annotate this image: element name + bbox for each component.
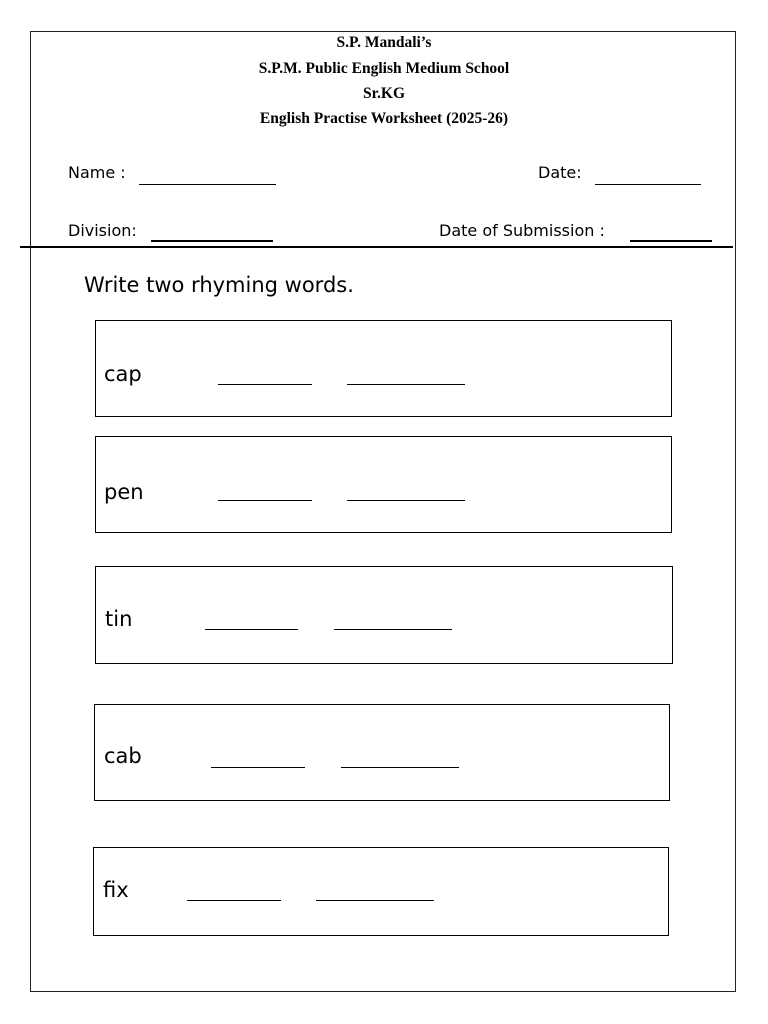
rhyme-item-box <box>95 436 672 533</box>
division-blank[interactable] <box>151 240 273 242</box>
rhyme-item-box <box>95 320 672 417</box>
submission-label: Date of Submission : <box>439 221 605 240</box>
rhyme-blank-1[interactable] <box>218 500 312 501</box>
rhyme-blank-1[interactable] <box>211 767 305 768</box>
rhyme-blank-2[interactable] <box>334 629 452 630</box>
rhyme-item-box <box>94 704 670 801</box>
rhyme-item-box <box>95 566 673 664</box>
rhyme-blank-1[interactable] <box>218 384 312 385</box>
school-name: S.P.M. Public English Medium School <box>258 60 510 77</box>
society-name: S.P. Mandali’s <box>336 34 432 51</box>
header-divider <box>20 246 733 248</box>
rhyme-word: cap <box>104 362 142 386</box>
rhyme-blank-2[interactable] <box>341 767 459 768</box>
worksheet-title: English Practise Worksheet (2025-26) <box>259 110 509 127</box>
name-label: Name : <box>68 163 126 182</box>
rhyme-word: tin <box>105 607 133 631</box>
division-label: Division: <box>68 221 137 240</box>
class-name: Sr.KG <box>362 85 406 102</box>
date-label: Date: <box>538 163 582 182</box>
instruction-text: Write two rhyming words. <box>84 273 354 297</box>
rhyme-blank-2[interactable] <box>347 500 465 501</box>
date-blank[interactable] <box>595 184 701 185</box>
rhyme-blank-2[interactable] <box>347 384 465 385</box>
rhyme-blank-2[interactable] <box>316 900 434 901</box>
rhyme-word: pen <box>104 480 144 504</box>
name-blank[interactable] <box>139 184 276 185</box>
rhyme-blank-1[interactable] <box>205 629 298 630</box>
submission-blank[interactable] <box>630 240 712 242</box>
rhyme-blank-1[interactable] <box>187 900 281 901</box>
rhyme-word: fix <box>103 878 129 902</box>
rhyme-word: cab <box>104 744 142 768</box>
rhyme-item-box <box>93 847 669 936</box>
